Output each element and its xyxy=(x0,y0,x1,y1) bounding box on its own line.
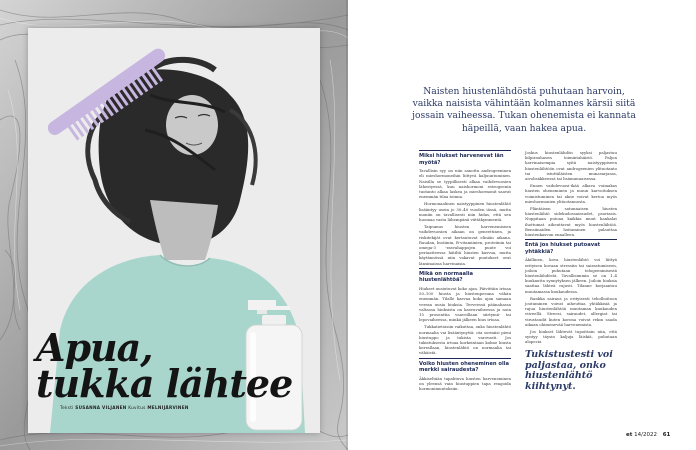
text-credit-label: Teksti xyxy=(60,405,74,410)
body-paragraph: Äkillinen, kova hiustenlähtö voi liittyä erityisen kovaan stressiin tai sairastumiseen, joiloin puhutaan telogeeninisestä hiustenlähdöstä. Tavallisimmin se on 1–4 kuukautta synnytyksen jälkeen. Joiloin hiuksia saattaa lähteä rajusti. Tilanne korjaantuu muutamassa kuukaudessa. xyxy=(525,257,617,294)
neck xyxy=(150,200,218,260)
page-number: 61 xyxy=(662,432,671,438)
section-subhead: Miksi hiukset harvenevat iän myötä? xyxy=(419,150,511,166)
body-paragraph: Hormonaalinen naistyyppinen hiustenlähtö lisääntyy usein jo 30–40 vuoden iässä, mutta moniin on tavallisesti niin hidas, että sen huomaa vasta lähempänä viittäkymmentä. xyxy=(419,201,511,223)
body-paragraph: Äkkiseltään tapahtuva hiusten harveneminen on yleensä vain hiustuppien tapa reagoida hormonimuutoksiin. xyxy=(419,375,511,392)
right-page xyxy=(348,0,696,450)
text-credit-author: SUSANNA VILJANEN xyxy=(75,405,127,410)
body-paragraph: Tavallisin syy on niin sanottu androgeeninen eli mieshormoneihin liittyvä kaljuuntuminen. Naisilla se tyypillisesti alkaa vaihdevuosien lähestyessä, kun naishormoni estrogeenin tuotanto alkaa laskea ja mieshormonit saavat enemmän tilaa toimia. xyxy=(419,168,511,200)
illustration-credit-label: Kuvitus xyxy=(128,405,146,410)
issue-number: 14/2022 xyxy=(634,432,657,438)
article-column-2 xyxy=(525,150,617,347)
article-column-1 xyxy=(419,150,511,393)
body-paragraph: Hiukset uusiutuvat koko ajan. Päivittäin irtoaa 50–100 hiusta ja hiustenpesuna vähän enemmän. Tilalle kasvaa koko ajan samaan verran uusia hiuksia. Terveessä päänahassa valtaosa hiuksista on kasvuvaiheessa ja noin 15 prosenttia vaaveillaan siirtymä- tai lepovaiheessa, minkä jälkeen hius irtoaa. xyxy=(419,286,511,323)
pull-quote: Tukistustesti voi paljastaa, onko hiustenlähtö kiihtynyt. xyxy=(525,349,613,392)
lead-paragraph: Naisten hiustenlähdöstä puhutaan harvoin, vaikka naisista vähintään kolmannes kärsii siitä jossain vaiheessa. Tukan ohenemista ei kannata häpeillä, vaan hakea apua. xyxy=(412,86,636,134)
body-paragraph: Pläntäisen satunnaisen hiusten hiustenlähtö sidekudossairaudet, psoriasis. Nuppitaan putoaa kaikkia muut hankalat ihottumat aiheuttavat myös hiustenlähtöä. Bensiinaiden hoitaminen palauttaa hiustenkasvun ennalleen. xyxy=(525,206,617,238)
magazine-logo: et xyxy=(626,432,633,438)
headline xyxy=(36,325,296,406)
headline-line-2: tukka lähtee xyxy=(36,361,293,406)
body-paragraph: Taipumus hiusten harvenemiseen vaihdevuosien aikaan on geneettinen, ja riskitekijät ovat kertautuvat eliniän aikana. Raudan, biotiinin, B-vitamiinien, proteiinin tai omega-3 -rasvahappojen puute voi periaatteessa hätiltä hiusten kasvua, mutta käytännössä niin vakavat puutokset ovat länsimaissa harvinaisia. xyxy=(419,224,511,266)
body-paragraph: Joskus hiustenlähdön syyksi paljastuu kilpirauhasen toimintahäiriö. Paljon harvinaisempia syitä naistyyppiseen hiustenlähtöön ovat androgeenien ylituotanto tai istuttäläisten munasarjassa, aivolisäkkeessä tai lisämunuaisessa. xyxy=(525,150,617,182)
section-subhead: Mikä on normaalia hiustenlähtöä? xyxy=(419,268,511,284)
section-subhead: Entä jos hiukset putoavat yhtäkkiä? xyxy=(525,239,617,255)
body-paragraph: Rankka sairaus ja erityisesti teholhoitoon joutuminen voivat aiheuttaa yhtäkkisiä ja rajua hiustenlähtöä muutaman kuukauden viiveellä. Streesi, sairaudet, allergiat tai virustaudit kuten korona voivat rekin saada aikaan ohimenevää harvenemista. xyxy=(525,295,617,327)
section-subhead: Voiko hiusten oheneminen olla merkki sairaudesta? xyxy=(419,358,511,374)
body-paragraph: Jos hiukset lähtevät tupoittain niin, että syntyy täysin kaljuja läiskiä, puhutaan alopecia xyxy=(525,329,617,345)
body-paragraph: Tukkatietoisiin vaikuttaa, onko hiustenlähtö normaalia vai lisääntynyttä: ota sormiisi pieni hiustuppo ja tukista varovasti. Jos tukistuksesta irtoaa korkeintaan kolme hiusta kerrallaan, hiustenlähtö on normaalia tai vähäistä. xyxy=(419,324,511,356)
body-paragraph: Ennen vaihdevuosi-ikää alkava voimakas hiusten oheneminen ja muun karvoituksen voimistuminen tai akne voivat kertoa myös mieshormonien ylituotannosta. xyxy=(525,183,617,204)
page-folio xyxy=(626,432,670,438)
byline xyxy=(60,405,320,410)
headline-line-1: Apua, xyxy=(36,325,153,370)
illustration-credit-author: MELNIJÄRVINEN xyxy=(147,405,189,410)
